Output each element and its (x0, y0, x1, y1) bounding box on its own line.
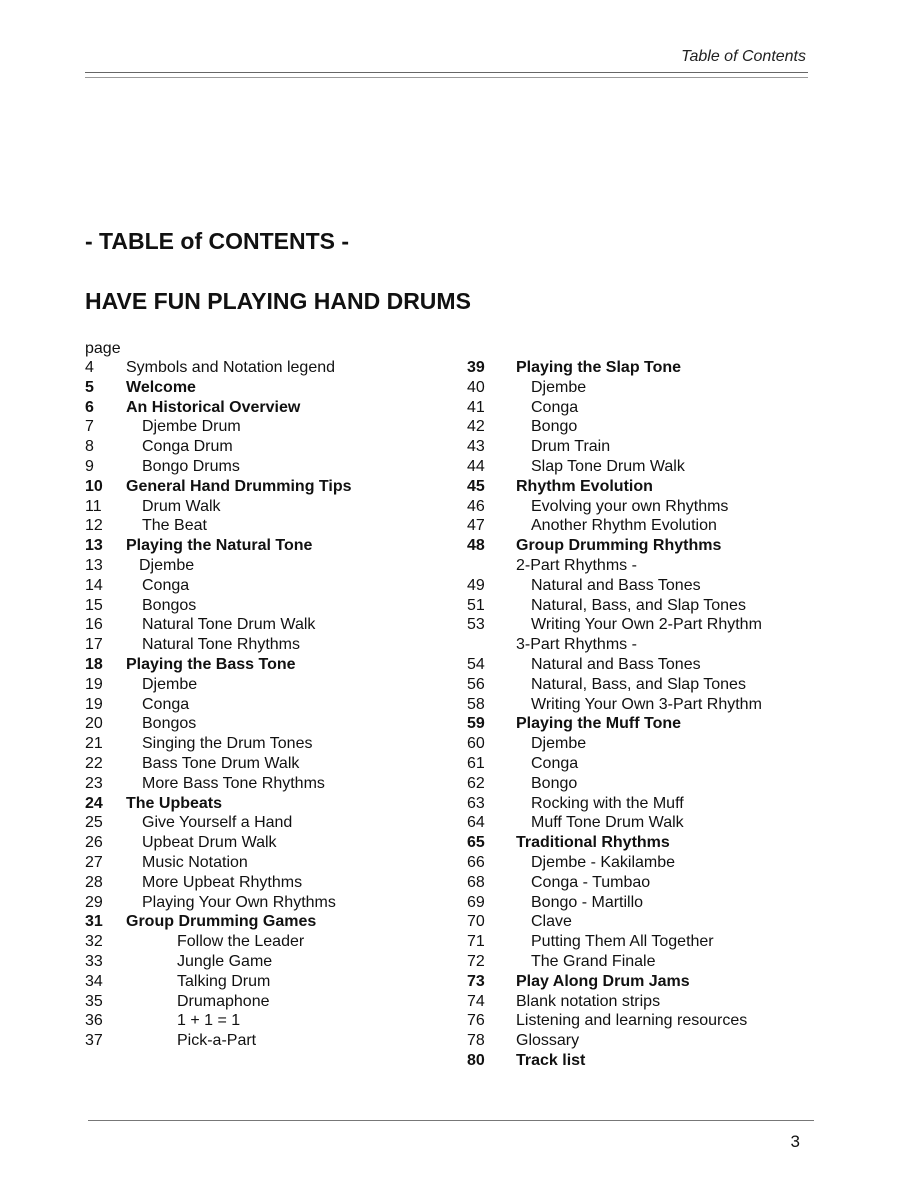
toc-entry (85, 596, 435, 616)
toc-entry (467, 695, 827, 715)
toc-page-number: 34 (85, 972, 103, 990)
toc-entry (85, 398, 435, 418)
toc-entry-title: The Grand Finale (531, 952, 656, 970)
toc-entry (467, 893, 827, 913)
toc-entry (467, 1011, 827, 1031)
toc-page-number (467, 556, 516, 576)
toc-page-number: 45 (467, 477, 485, 495)
toc-page-number: 60 (467, 735, 485, 753)
toc-page-number: 11 (85, 497, 102, 515)
toc-entry-title: Conga Drum (142, 438, 233, 456)
toc-entry (467, 873, 827, 893)
toc-entry (467, 794, 827, 814)
toc-page-number: 68 (467, 873, 485, 891)
toc-entry (85, 734, 435, 754)
toc-entry (85, 457, 435, 477)
toc-entry (85, 833, 435, 853)
toc-page-number: 69 (467, 893, 485, 911)
toc-entry-title: Another Rhythm Evolution (531, 517, 717, 535)
toc-entry (85, 536, 435, 556)
toc-page-number: 13 (85, 537, 103, 555)
toc-entry-title: Conga (142, 576, 190, 594)
toc-entry-title: Talking Drum (177, 972, 271, 990)
toc-entry-title: Welcome (126, 378, 196, 396)
toc-entry-title: General Hand Drumming Tips (126, 477, 352, 495)
toc-entry-title: Slap Tone Drum Walk (531, 457, 685, 475)
toc-page-number: 73 (467, 972, 485, 990)
toc-entry (85, 556, 435, 576)
toc-page-number: 27 (85, 853, 103, 871)
toc-entry-title: Muff Tone Drum Walk (531, 814, 684, 832)
toc-entry-title: Play Along Drum Jams (516, 972, 690, 990)
toc-entry-title: Djembe (142, 675, 198, 693)
toc-entry-title: Rhythm Evolution (516, 477, 653, 495)
toc-entry (85, 1011, 435, 1031)
toc-page-number: 49 (467, 576, 485, 594)
toc-entry (85, 754, 435, 774)
toc-page-number: 26 (85, 834, 103, 852)
toc-entry (85, 695, 435, 715)
toc-entry-title: Conga - Tumbao (531, 873, 651, 891)
page-column-label: page (85, 340, 121, 357)
toc-entry-title: Natural and Bass Tones (531, 576, 701, 594)
toc-entry (467, 516, 827, 536)
toc-entry-title: Bongo (531, 774, 578, 792)
toc-page-number: 29 (85, 893, 103, 911)
toc-entry-title: Drumaphone (177, 992, 270, 1010)
toc-entry-title: Listening and learning resources (516, 1012, 748, 1030)
toc-entry (85, 853, 435, 873)
toc-entry (467, 417, 827, 437)
toc-entry (467, 675, 827, 695)
footer-rule (88, 1120, 814, 1121)
toc-entry (85, 972, 435, 992)
toc-page-number: 42 (467, 418, 485, 436)
toc-page-number: 23 (85, 774, 103, 792)
toc-entry-title: Group Drumming Games (126, 913, 317, 931)
toc-page-number: 25 (85, 814, 103, 832)
toc-entry (85, 912, 435, 932)
toc-entry (85, 774, 435, 794)
toc-entry-title: Natural and Bass Tones (531, 655, 701, 673)
toc-page-number: 58 (467, 695, 485, 713)
toc-entry (85, 516, 435, 536)
toc-entry (467, 912, 827, 932)
toc-entry-title: Drum Train (531, 438, 611, 456)
toc-entry (85, 992, 435, 1012)
toc-entry (85, 932, 435, 952)
toc-page-number: 8 (85, 438, 94, 456)
toc-page-number: 18 (85, 655, 103, 673)
toc-entry (467, 734, 827, 754)
toc-entry-title: Give Yourself a Hand (142, 814, 293, 832)
toc-entry (85, 615, 435, 635)
toc-entry-title: Conga (142, 695, 190, 713)
toc-page-number: 63 (467, 794, 485, 812)
toc-page-number: 54 (467, 655, 485, 673)
toc-entry-title: Conga (531, 398, 579, 416)
toc-page-number: 35 (85, 992, 103, 1010)
toc-page-number: 5 (85, 378, 94, 396)
toc-entry-title: Drum Walk (142, 497, 221, 515)
toc-entry (85, 576, 435, 596)
toc-entry-title: Bongos (142, 715, 197, 733)
toc-entry-title: Symbols and Notation legend (126, 359, 336, 376)
toc-entry-title: Natural, Bass, and Slap Tones (531, 596, 746, 614)
toc-page-number: 33 (85, 952, 103, 970)
toc-entry (85, 1031, 435, 1051)
toc-entry (467, 813, 827, 833)
toc-entry (85, 893, 435, 913)
toc-entry-title: Djembe - Kakilambe (531, 853, 676, 871)
toc-page-number: 4 (85, 359, 94, 376)
toc-page-number: 44 (467, 457, 485, 475)
toc-entry (467, 477, 827, 497)
page-number: 3 (790, 1132, 800, 1151)
toc-entry (467, 536, 827, 556)
toc-entry-title: Playing the Bass Tone (126, 655, 296, 673)
toc-entry (85, 794, 435, 814)
toc-entry (85, 477, 435, 497)
toc-page-number: 53 (467, 616, 485, 634)
toc-entry-title: Playing the Muff Tone (516, 715, 682, 733)
toc-page-number: 47 (467, 517, 485, 535)
toc-entry-title: Singing the Drum Tones (142, 735, 313, 753)
toc-page-number: 17 (85, 636, 103, 654)
toc-page-number: 61 (467, 754, 485, 772)
toc-entry-title: Music Notation (142, 853, 248, 871)
toc-entry (467, 833, 827, 853)
toc-entry-title: 2-Part Rhythms - (516, 556, 637, 574)
toc-entry-title: Natural, Bass, and Slap Tones (531, 675, 746, 693)
toc-entry (85, 417, 435, 437)
toc-entry (467, 1031, 827, 1051)
toc-page-number: 32 (85, 933, 103, 951)
toc-entry (467, 992, 827, 1012)
toc-entry (467, 358, 827, 378)
toc-page-number: 7 (85, 418, 94, 436)
toc-entry-title: Follow the Leader (177, 933, 305, 951)
toc-entry-title: Writing Your Own 3-Part Rhythm (531, 695, 762, 713)
toc-entry (467, 1051, 827, 1071)
toc-page-number: 65 (467, 834, 485, 852)
toc-page-number: 39 (467, 359, 485, 376)
toc-page-number: 13 (85, 556, 103, 574)
toc-entry-title: More Bass Tone Rhythms (142, 774, 325, 792)
toc-entry (467, 932, 827, 952)
toc-entry-title: Natural Tone Rhythms (142, 636, 300, 654)
toc-page-number: 78 (467, 1032, 485, 1050)
toc-entry (467, 754, 827, 774)
toc-entry (85, 358, 435, 378)
toc-entry (467, 398, 827, 418)
toc-page-number: 74 (467, 992, 485, 1010)
toc-entry (467, 596, 827, 616)
toc-entry-title: Glossary (516, 1032, 580, 1050)
toc-page-number: 51 (467, 596, 485, 614)
toc-page-number: 9 (85, 457, 94, 475)
toc-entry-title: Djembe Drum (142, 418, 241, 436)
toc-entry-title: Group Drumming Rhythms (516, 537, 722, 555)
toc-entry (467, 576, 827, 596)
toc-page-number: 22 (85, 754, 103, 772)
toc-page-number: 36 (85, 1012, 103, 1030)
toc-entry-title: Track list (516, 1051, 586, 1069)
toc-entry-title: Bongo (531, 418, 578, 436)
toc-entry-title: Traditional Rhythms (516, 834, 670, 852)
toc-page-number: 16 (85, 616, 103, 634)
toc-page-number: 59 (467, 715, 485, 733)
toc-right-column (467, 358, 827, 1071)
running-header: Table of Contents (681, 48, 806, 65)
toc-entry (467, 774, 827, 794)
toc-entry-title: Djembe (531, 378, 587, 396)
toc-page-number: 46 (467, 497, 485, 515)
toc-page-number: 31 (85, 913, 103, 931)
toc-page-number: 12 (85, 517, 103, 535)
toc-entry-title: Playing the Natural Tone (126, 537, 313, 555)
toc-entry (85, 952, 435, 972)
page-title: - TABLE of CONTENTS - (85, 228, 350, 254)
toc-entry (467, 714, 827, 734)
toc-entry (85, 378, 435, 398)
toc-page-number: 19 (85, 695, 103, 713)
toc-page-number: 71 (467, 933, 485, 951)
toc-entry (467, 457, 827, 477)
toc-page-number: 24 (85, 794, 103, 812)
toc-entry (467, 437, 827, 457)
toc-entry (85, 675, 435, 695)
toc-entry (467, 497, 827, 517)
toc-entry-title: Playing the Slap Tone (516, 359, 682, 376)
toc-page-number: 70 (467, 913, 485, 931)
toc-page-number: 20 (85, 715, 103, 733)
toc-entry-title: Writing Your Own 2-Part Rhythm (531, 616, 762, 634)
toc-entry (467, 378, 827, 398)
toc-entry (85, 873, 435, 893)
toc-page-number: 14 (85, 576, 103, 594)
toc-left-column (85, 358, 435, 1051)
toc-page-number (467, 635, 516, 655)
toc-entry-title: Evolving your own Rhythms (531, 497, 729, 515)
toc-page-number: 10 (85, 477, 103, 495)
toc-page-number: 37 (85, 1032, 103, 1050)
toc-entry (85, 714, 435, 734)
toc-entry-title: The Beat (142, 517, 207, 535)
toc-entry (467, 972, 827, 992)
toc-entry (467, 635, 827, 655)
toc-page-number: 15 (85, 596, 103, 614)
book-title: HAVE FUN PLAYING HAND DRUMS (85, 288, 471, 314)
toc-entry-title: Bass Tone Drum Walk (142, 754, 300, 772)
toc-entry (85, 437, 435, 457)
toc-entry (85, 813, 435, 833)
toc-entry-title: An Historical Overview (126, 398, 301, 416)
toc-entry (467, 853, 827, 873)
toc-entry-title: Bongos (142, 596, 197, 614)
toc-entry-title: Conga (531, 754, 579, 772)
toc-entry-title: More Upbeat Rhythms (142, 873, 303, 891)
toc-page-number: 80 (467, 1051, 485, 1069)
toc-entry-title: Bongo Drums (142, 457, 240, 475)
toc-entry (467, 615, 827, 635)
toc-entry (467, 952, 827, 972)
toc-page-number: 76 (467, 1012, 485, 1030)
toc-page-number: 62 (467, 774, 485, 792)
toc-entry (85, 635, 435, 655)
toc-page-number: 21 (85, 735, 103, 753)
toc-entry (85, 497, 435, 517)
toc-page-number: 43 (467, 438, 485, 456)
toc-entry-title: Playing Your Own Rhythms (142, 893, 336, 911)
header-rule (85, 72, 808, 78)
toc-entry (467, 556, 827, 576)
toc-entry-title: 1 + 1 = 1 (177, 1012, 241, 1030)
toc-page-number: 41 (467, 398, 485, 416)
toc-page-number: 72 (467, 952, 485, 970)
toc-entry-title: The Upbeats (126, 794, 223, 812)
toc-entry-title: Djembe (531, 735, 587, 753)
toc-entry-title: Pick-a-Part (177, 1032, 257, 1050)
toc-page-number: 19 (85, 675, 103, 693)
toc-entry-title: Blank notation strips (516, 992, 661, 1010)
toc-entry-title: Bongo - Martillo (531, 893, 644, 911)
toc-page-number: 56 (467, 675, 485, 693)
toc-page-number: 40 (467, 378, 485, 396)
toc-entry-title: Djembe (139, 556, 195, 574)
toc-entry-title: Jungle Game (177, 952, 273, 970)
toc-page-number: 66 (467, 853, 485, 871)
toc-entry (467, 655, 827, 675)
toc-page-number: 64 (467, 814, 485, 832)
toc-page-number: 6 (85, 398, 94, 416)
toc-entry-title: Putting Them All Together (531, 933, 714, 951)
toc-entry-title: Clave (531, 913, 572, 931)
toc-entry-title: Rocking with the Muff (531, 794, 684, 812)
toc-page-number: 28 (85, 873, 103, 891)
toc-entry-title: Natural Tone Drum Walk (142, 616, 316, 634)
toc-page-number: 48 (467, 537, 485, 555)
toc-entry-title: 3-Part Rhythms - (516, 636, 637, 654)
toc-entry-title: Upbeat Drum Walk (142, 834, 277, 852)
toc-entry (85, 655, 435, 675)
